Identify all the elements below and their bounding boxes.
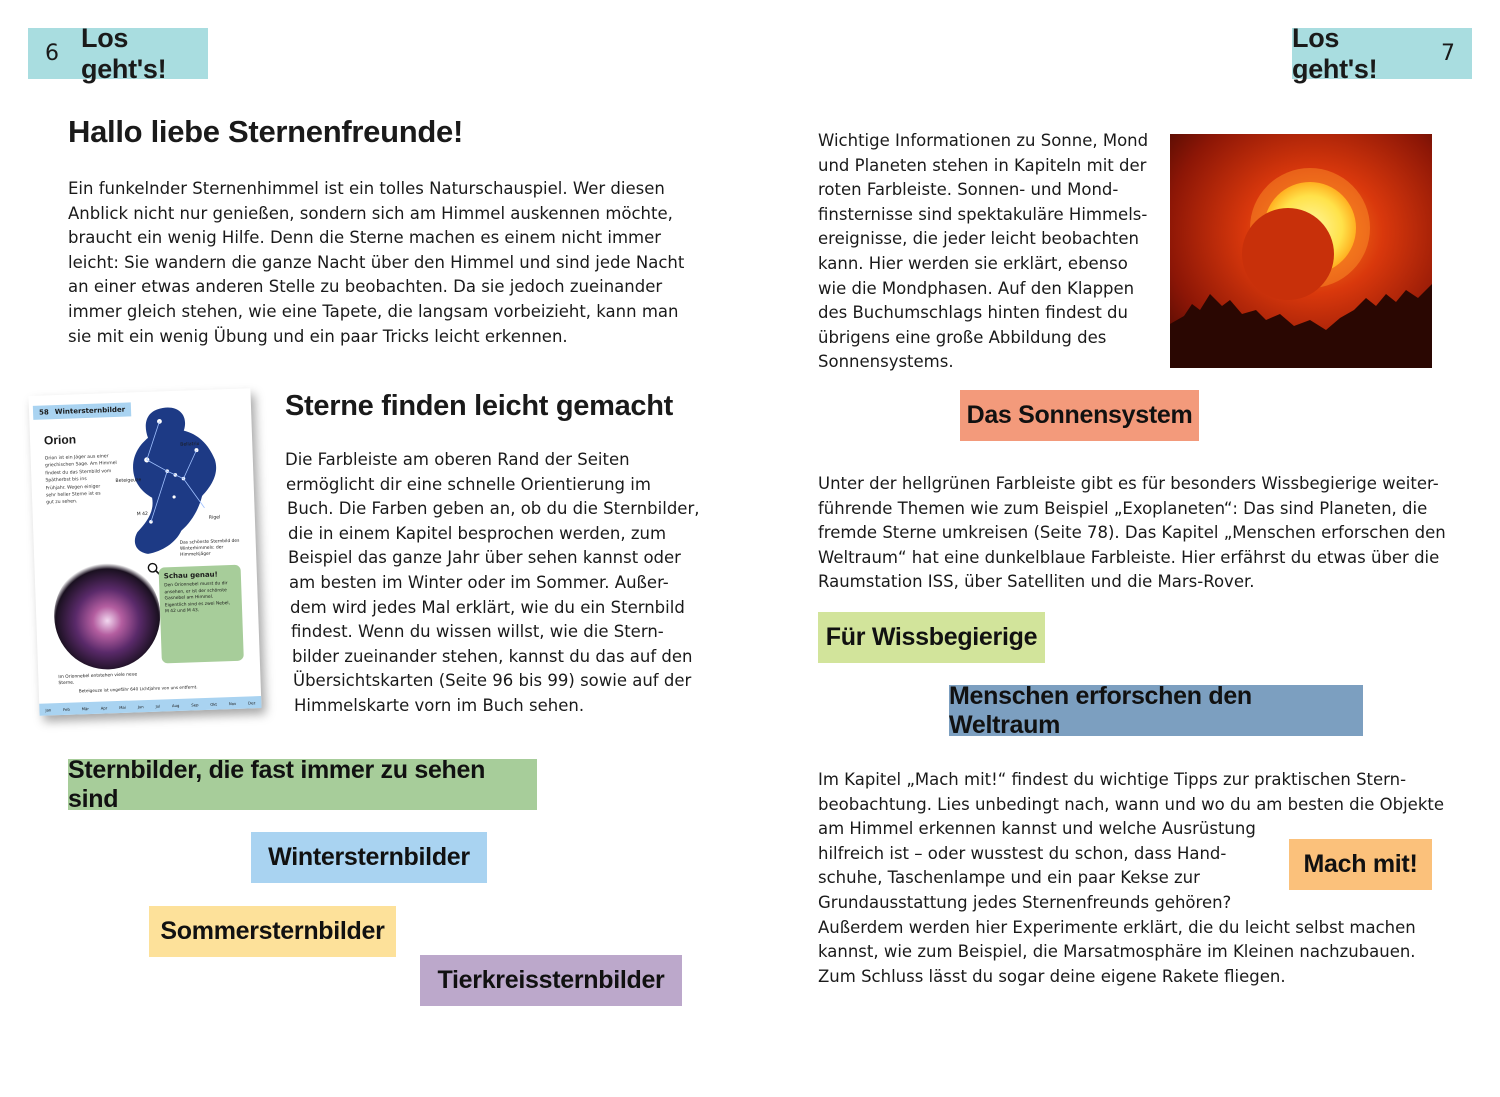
schau-genau-title: Schau genau! bbox=[163, 570, 218, 581]
label-wintersternbilder: Wintersternbilder bbox=[251, 832, 487, 883]
left-page-number: 6 bbox=[45, 41, 59, 66]
text-line: Weltraum“ hat eine dunkelblaue Farbleiste. Hier erfährst du etwas über die bbox=[818, 547, 1440, 567]
section-paragraph bbox=[285, 448, 699, 719]
wissbegierige-paragraph bbox=[818, 472, 1446, 595]
text-line: führende Themen wie zum Beispiel „Exoplaneten“: Das sind Planeten, die bbox=[818, 498, 1428, 518]
thumbnail-tab-label: Wintersternbilder bbox=[54, 405, 126, 417]
right-header-title: Los geht's! bbox=[1292, 22, 1378, 84]
star-label-beteigeuze: Beteigeuze bbox=[115, 478, 142, 484]
text-line: am Himmel erkennen kannst und welche Ausrüstung bbox=[818, 819, 1256, 839]
star-label-rigel: Rigel bbox=[208, 515, 221, 521]
text-line: Sonnensystems. bbox=[818, 352, 954, 372]
page-title: Hallo liebe Sternenfreunde! bbox=[68, 114, 463, 149]
text-line: Übersichtskarten (Seite 96 bis 99) sowie auf der bbox=[293, 671, 692, 691]
text-line: Außerdem werden hier Experimente erklärt, die du leicht selbst machen bbox=[818, 917, 1416, 937]
text-line: kann. Hier werden sie erklärt, ebenso bbox=[818, 253, 1128, 273]
label-sternbilder-immer: Sternbilder, die fast immer zu sehen sind bbox=[68, 759, 537, 810]
text-line: sie mit ein wenig Übung und ein paar Tricks leicht erkennen. bbox=[68, 326, 568, 346]
text-line: bilder zueinander stehen, kannst du das auf den bbox=[292, 646, 693, 666]
star-label-bellatrix: Bellatrix bbox=[180, 442, 200, 448]
text-line: fremde Sterne umkreisen (Seite 78). Das Kapitel „Menschen erforschen den bbox=[818, 523, 1446, 543]
text-line: am besten im Winter oder im Sommer. Außer- bbox=[289, 572, 669, 592]
text-line: Zum Schluss lässt du sogar deine eigene Rakete fliegen. bbox=[818, 966, 1286, 986]
thumbnail-text: Orion ist ein Jäger aus einer griechischen Sage. Am Himmel findest du das Sternbild vom Spätherbst bis ins Frühjahr. Wegen einiger sehr heller Sterne ist es gut zu sehen. bbox=[44, 454, 117, 506]
intro-paragraph bbox=[68, 177, 684, 349]
left-header-title: Los geht's! bbox=[81, 22, 167, 84]
label-sonnensystem: Das Sonnensystem bbox=[960, 390, 1199, 441]
thumbnail-tab-number: 58 bbox=[38, 408, 49, 417]
thumbnail-title: Orion bbox=[43, 432, 77, 448]
text-line: ereignisse, die jeder leicht beobachten bbox=[818, 229, 1139, 249]
text-line: und Planeten stehen in Kapiteln mit der bbox=[818, 155, 1147, 175]
thumbnail-month-bar: Jan Feb Mär Apr Mai Jun Jul Aug Sep Okt Nov Dez bbox=[39, 696, 261, 716]
solar-eclipse-photo bbox=[1170, 134, 1432, 368]
left-header-tab bbox=[28, 22, 208, 84]
text-line: finsternisse sind spektakuläre Himmels- bbox=[818, 204, 1148, 224]
text-line: des Buchumschlags hinten findest du bbox=[818, 303, 1128, 323]
text-line: kannst, wie zum Beispiel, die Marsatmosphäre im Kleinen nachzubauen. bbox=[818, 942, 1416, 962]
label-sommersternbilder: Sommersternbilder bbox=[149, 906, 396, 957]
thumbnail-footer: Beteigeuze ist ungefähr 640 Lichtjahre von uns entfernt. bbox=[78, 684, 198, 694]
text-line: Unter der hellgrünen Farbleiste gibt es für besonders Wissbegierige weiter- bbox=[818, 474, 1439, 493]
text-line: immer gleich stehen, wie eine Tapete, die langsam vorbeizieht, kann man bbox=[68, 301, 679, 321]
text-line: übrigens eine große Abbildung des bbox=[818, 327, 1107, 347]
text-line: Himmelskarte vorn im Buch sehen. bbox=[294, 695, 585, 715]
text-line: leicht: Sie wandern die ganze Nacht über den Himmel und sind jede Nacht bbox=[68, 252, 685, 272]
text-line: findest. Wenn du wissen willst, wie die Stern- bbox=[291, 622, 664, 642]
label-wissbegierige: Für Wissbegierige bbox=[818, 612, 1045, 663]
page-thumbnail bbox=[28, 388, 261, 716]
right-page-number: 7 bbox=[1441, 41, 1455, 66]
schau-genau-box: Schau genau! Den Orionnebel musst du dir ansehen, er ist der schönste Gasnebel am Himmel. Eigentlich sind es zwei Nebel, M 42 und M 43. bbox=[159, 565, 244, 664]
nebula-caption: Im Orionnebel entstehen viele neue Sterne. bbox=[58, 672, 138, 687]
text-line: an einer etwas anderen Stelle zu beobachten. Da sie jedoch zueinander bbox=[68, 277, 663, 297]
text-line: braucht ein wenig Hilfe. Denn die Sterne machen es einem nicht immer bbox=[68, 228, 662, 248]
section-title: Sterne finden leicht gemacht bbox=[285, 390, 674, 422]
star-label-m42: M 42 bbox=[136, 511, 149, 518]
text-line: die in einem Kapitel besprochen werden, zum bbox=[288, 523, 667, 543]
text-line: Grundausstattung jedes Sternenfreunds gehören? bbox=[818, 892, 1232, 912]
text-line: Im Kapitel „Mach mit!“ findest du wichtige Tipps zur praktischen Stern- bbox=[818, 770, 1407, 789]
label-tierkreissternbilder: Tierkreissternbilder bbox=[420, 955, 682, 1006]
text-line: Die Farbleiste am oberen Rand der Seiten bbox=[285, 450, 630, 469]
text-line: Ein funkelnder Sternenhimmel ist ein tolles Naturschauspiel. Wer diesen bbox=[68, 179, 665, 198]
text-line: schuhe, Taschenlampe und ein paar Kekse zur bbox=[818, 868, 1200, 888]
label-weltraum: Menschen erforschen den Weltraum bbox=[949, 685, 1363, 736]
text-line: dem wird jedes Mal erklärt, wie du ein Sternbild bbox=[290, 597, 685, 617]
text-line: ermöglicht dir eine schnelle Orientierung im bbox=[286, 474, 651, 494]
text-line: roten Farbleiste. Sonnen- und Mond- bbox=[818, 180, 1119, 200]
sun-moon-paragraph bbox=[818, 129, 1148, 375]
label-mach-mit: Mach mit! bbox=[1289, 839, 1432, 890]
text-line: Anblick nicht nur genießen, sondern sich am Himmel auskennen möchte, bbox=[68, 203, 673, 223]
right-header-tab bbox=[1292, 22, 1472, 84]
text-line: hilfreich ist – oder wusstest du schon, dass Hand- bbox=[818, 843, 1227, 863]
text-line: Wichtige Informationen zu Sonne, Mond bbox=[818, 131, 1149, 150]
text-line: Buch. Die Farben geben an, ob du die Sternbilder, bbox=[287, 499, 700, 519]
text-line: beobachtung. Lies unbedingt nach, wann und wo du am besten die Objekte bbox=[818, 794, 1444, 814]
thumbnail-caption: Das schönste Sternbild des Winterhimmels: der Himmelsjäger bbox=[179, 538, 240, 558]
text-line: Beispiel das ganze Jahr über sehen kannst oder bbox=[288, 548, 681, 568]
text-line: wie die Mondphasen. Auf den Klappen bbox=[818, 278, 1135, 298]
text-line: Raumstation ISS, über Satelliten und die Mars-Rover. bbox=[818, 572, 1255, 592]
